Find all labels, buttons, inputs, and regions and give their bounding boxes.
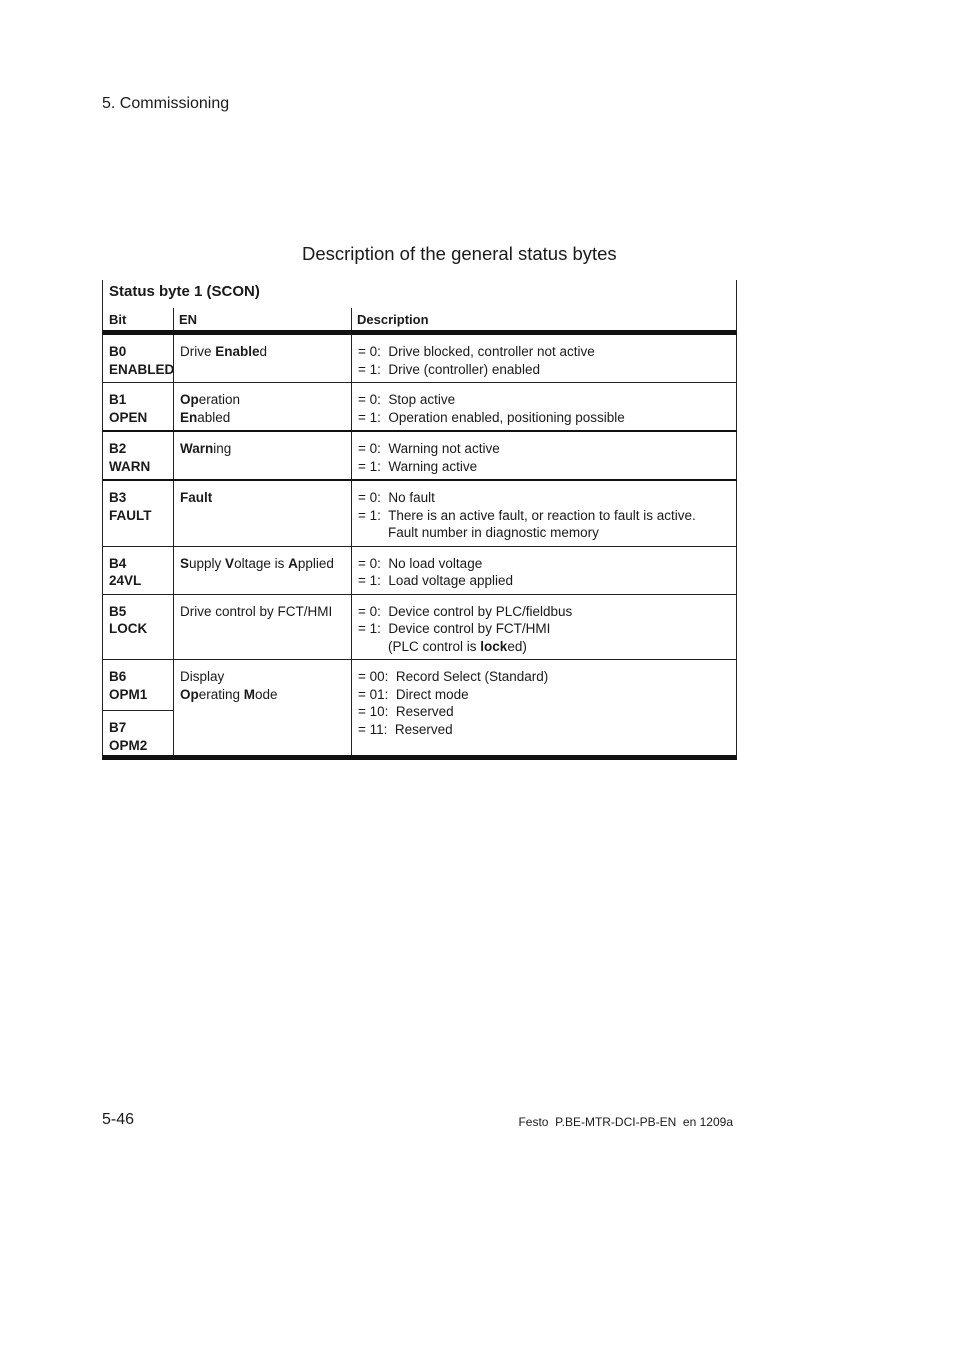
bit-cell: [103, 383, 173, 430]
text-run: Warn: [180, 441, 214, 456]
text-run: abled: [197, 409, 231, 425]
bit-cell-group: [103, 660, 173, 755]
text-run: A: [288, 555, 298, 571]
table-row: [102, 383, 737, 432]
text-run: Op: [180, 686, 199, 702]
description-cell: [351, 383, 736, 430]
table-row: [102, 547, 737, 595]
text-run: Fault: [180, 490, 213, 505]
table-caption: Status byte 1 (SCON): [109, 283, 260, 300]
section-title: Description of the general status bytes: [302, 243, 617, 264]
chapter-header: 5. Commissioning: [102, 95, 230, 112]
description-line: = 0: Device control by PLC/fieldbus: [358, 603, 573, 619]
column-header-description: Description: [357, 312, 429, 327]
en-cell: [173, 660, 351, 755]
bit-number: B2: [109, 441, 127, 456]
description-line: = 1: Operation enabled, positioning possible: [358, 409, 625, 425]
bit-number: B5: [109, 603, 127, 619]
table-row-merged: [102, 660, 737, 760]
text-run: ing: [213, 441, 232, 456]
status-byte-table: [102, 280, 737, 760]
bit-number: B3: [109, 490, 127, 505]
bit-code: OPM1: [109, 686, 148, 702]
description-line: = 1: There is an active fault, or reaction to fault is active.: [358, 507, 696, 523]
bit-cell: [103, 335, 173, 382]
bit-cell: [103, 595, 173, 660]
description-cell: [351, 335, 736, 382]
bit-cell: [103, 547, 173, 594]
en-line: [180, 686, 345, 704]
text-run: pplied: [297, 555, 334, 571]
text-run: Enable: [215, 344, 260, 359]
document-id: Festo P.BE-MTR-DCI-PB-EN en 1209a: [518, 1115, 733, 1129]
text-run: Display: [180, 669, 225, 684]
en-line: [180, 409, 345, 427]
text-run: En: [180, 409, 198, 425]
bit-cell: [103, 660, 173, 710]
description-cell: [351, 481, 736, 546]
text-run: d: [259, 344, 268, 359]
text-run: M: [243, 686, 256, 702]
en-cell: [173, 547, 351, 594]
bit-code: WARN: [109, 458, 151, 474]
description-line: = 1: Load voltage applied: [358, 573, 513, 588]
text-run: lock: [480, 638, 508, 654]
bit-cell: [103, 432, 173, 479]
bit-code: ENABLED: [109, 361, 175, 377]
bit-number: B1: [109, 392, 127, 407]
page-number: 5-46: [102, 1111, 135, 1128]
table-body: [102, 335, 737, 760]
description-line: Fault number in diagnostic memory: [358, 525, 599, 540]
text-run: Drive: [180, 344, 216, 359]
text-run: erating: [198, 686, 244, 702]
table-row: [102, 335, 737, 383]
en-line: [180, 603, 345, 621]
description-line: = 0: No load voltage: [358, 555, 483, 571]
description-line: = 1: Device control by FCT/HMI: [358, 621, 551, 636]
text-run: Drive control by FCT/HMI: [180, 603, 333, 619]
bit-number: B4: [109, 555, 127, 571]
description-line: = 1: Warning active: [358, 458, 478, 474]
text-run: Op: [180, 392, 199, 407]
text-run: ode: [255, 686, 278, 702]
en-cell: [173, 595, 351, 660]
bit-code: 24VL: [109, 573, 142, 588]
bit-number: B0: [109, 344, 127, 359]
en-cell: [173, 383, 351, 430]
description-cell: [351, 432, 736, 479]
text-run: (PLC control is: [358, 638, 481, 654]
description-line: = 11: Reserved: [358, 721, 453, 737]
column-header-bit: Bit: [109, 312, 127, 327]
description-line: = 00: Record Select (Standard): [358, 669, 549, 684]
en-line: [180, 489, 345, 507]
text-run: ed): [507, 638, 527, 654]
description-line: = 10: Reserved: [358, 704, 454, 719]
bit-code: FAULT: [109, 507, 152, 523]
description-cell: [351, 595, 736, 660]
en-cell: [173, 335, 351, 382]
description-cell: [351, 547, 736, 594]
bit-code: OPEN: [109, 409, 148, 425]
en-line: [180, 440, 345, 458]
text-run: eration: [198, 392, 241, 407]
table-row: [102, 432, 737, 481]
table-header: [102, 280, 737, 335]
bit-cell: [103, 481, 173, 546]
description-cell: [351, 660, 736, 755]
text-run: V: [225, 555, 235, 571]
description-line: = 01: Direct mode: [358, 686, 469, 702]
column-header-en: EN: [179, 312, 198, 327]
en-cell: [173, 432, 351, 479]
bit-number: B7: [109, 720, 127, 735]
en-line: [180, 343, 345, 361]
bit-code: LOCK: [109, 621, 148, 636]
description-line: = 1: Drive (controller) enabled: [358, 361, 540, 377]
bit-number: B6: [109, 669, 127, 684]
table-row: [102, 595, 737, 661]
en-line: [180, 668, 345, 686]
en-line: [180, 391, 345, 409]
description-line: = 0: Warning not active: [358, 441, 500, 456]
bit-code: OPM2: [109, 737, 148, 753]
bit-cell: [103, 710, 173, 755]
en-cell: [173, 481, 351, 546]
description-line: = 0: No fault: [358, 490, 435, 505]
description-line: = 0: Drive blocked, controller not active: [358, 344, 595, 359]
table-row: [102, 481, 737, 547]
text-run: S: [180, 555, 190, 571]
description-line: = 0: Stop active: [358, 392, 456, 407]
description-line: [358, 638, 730, 656]
text-run: upply: [189, 555, 226, 571]
en-line: [180, 555, 345, 573]
text-run: oltage is: [234, 555, 289, 571]
